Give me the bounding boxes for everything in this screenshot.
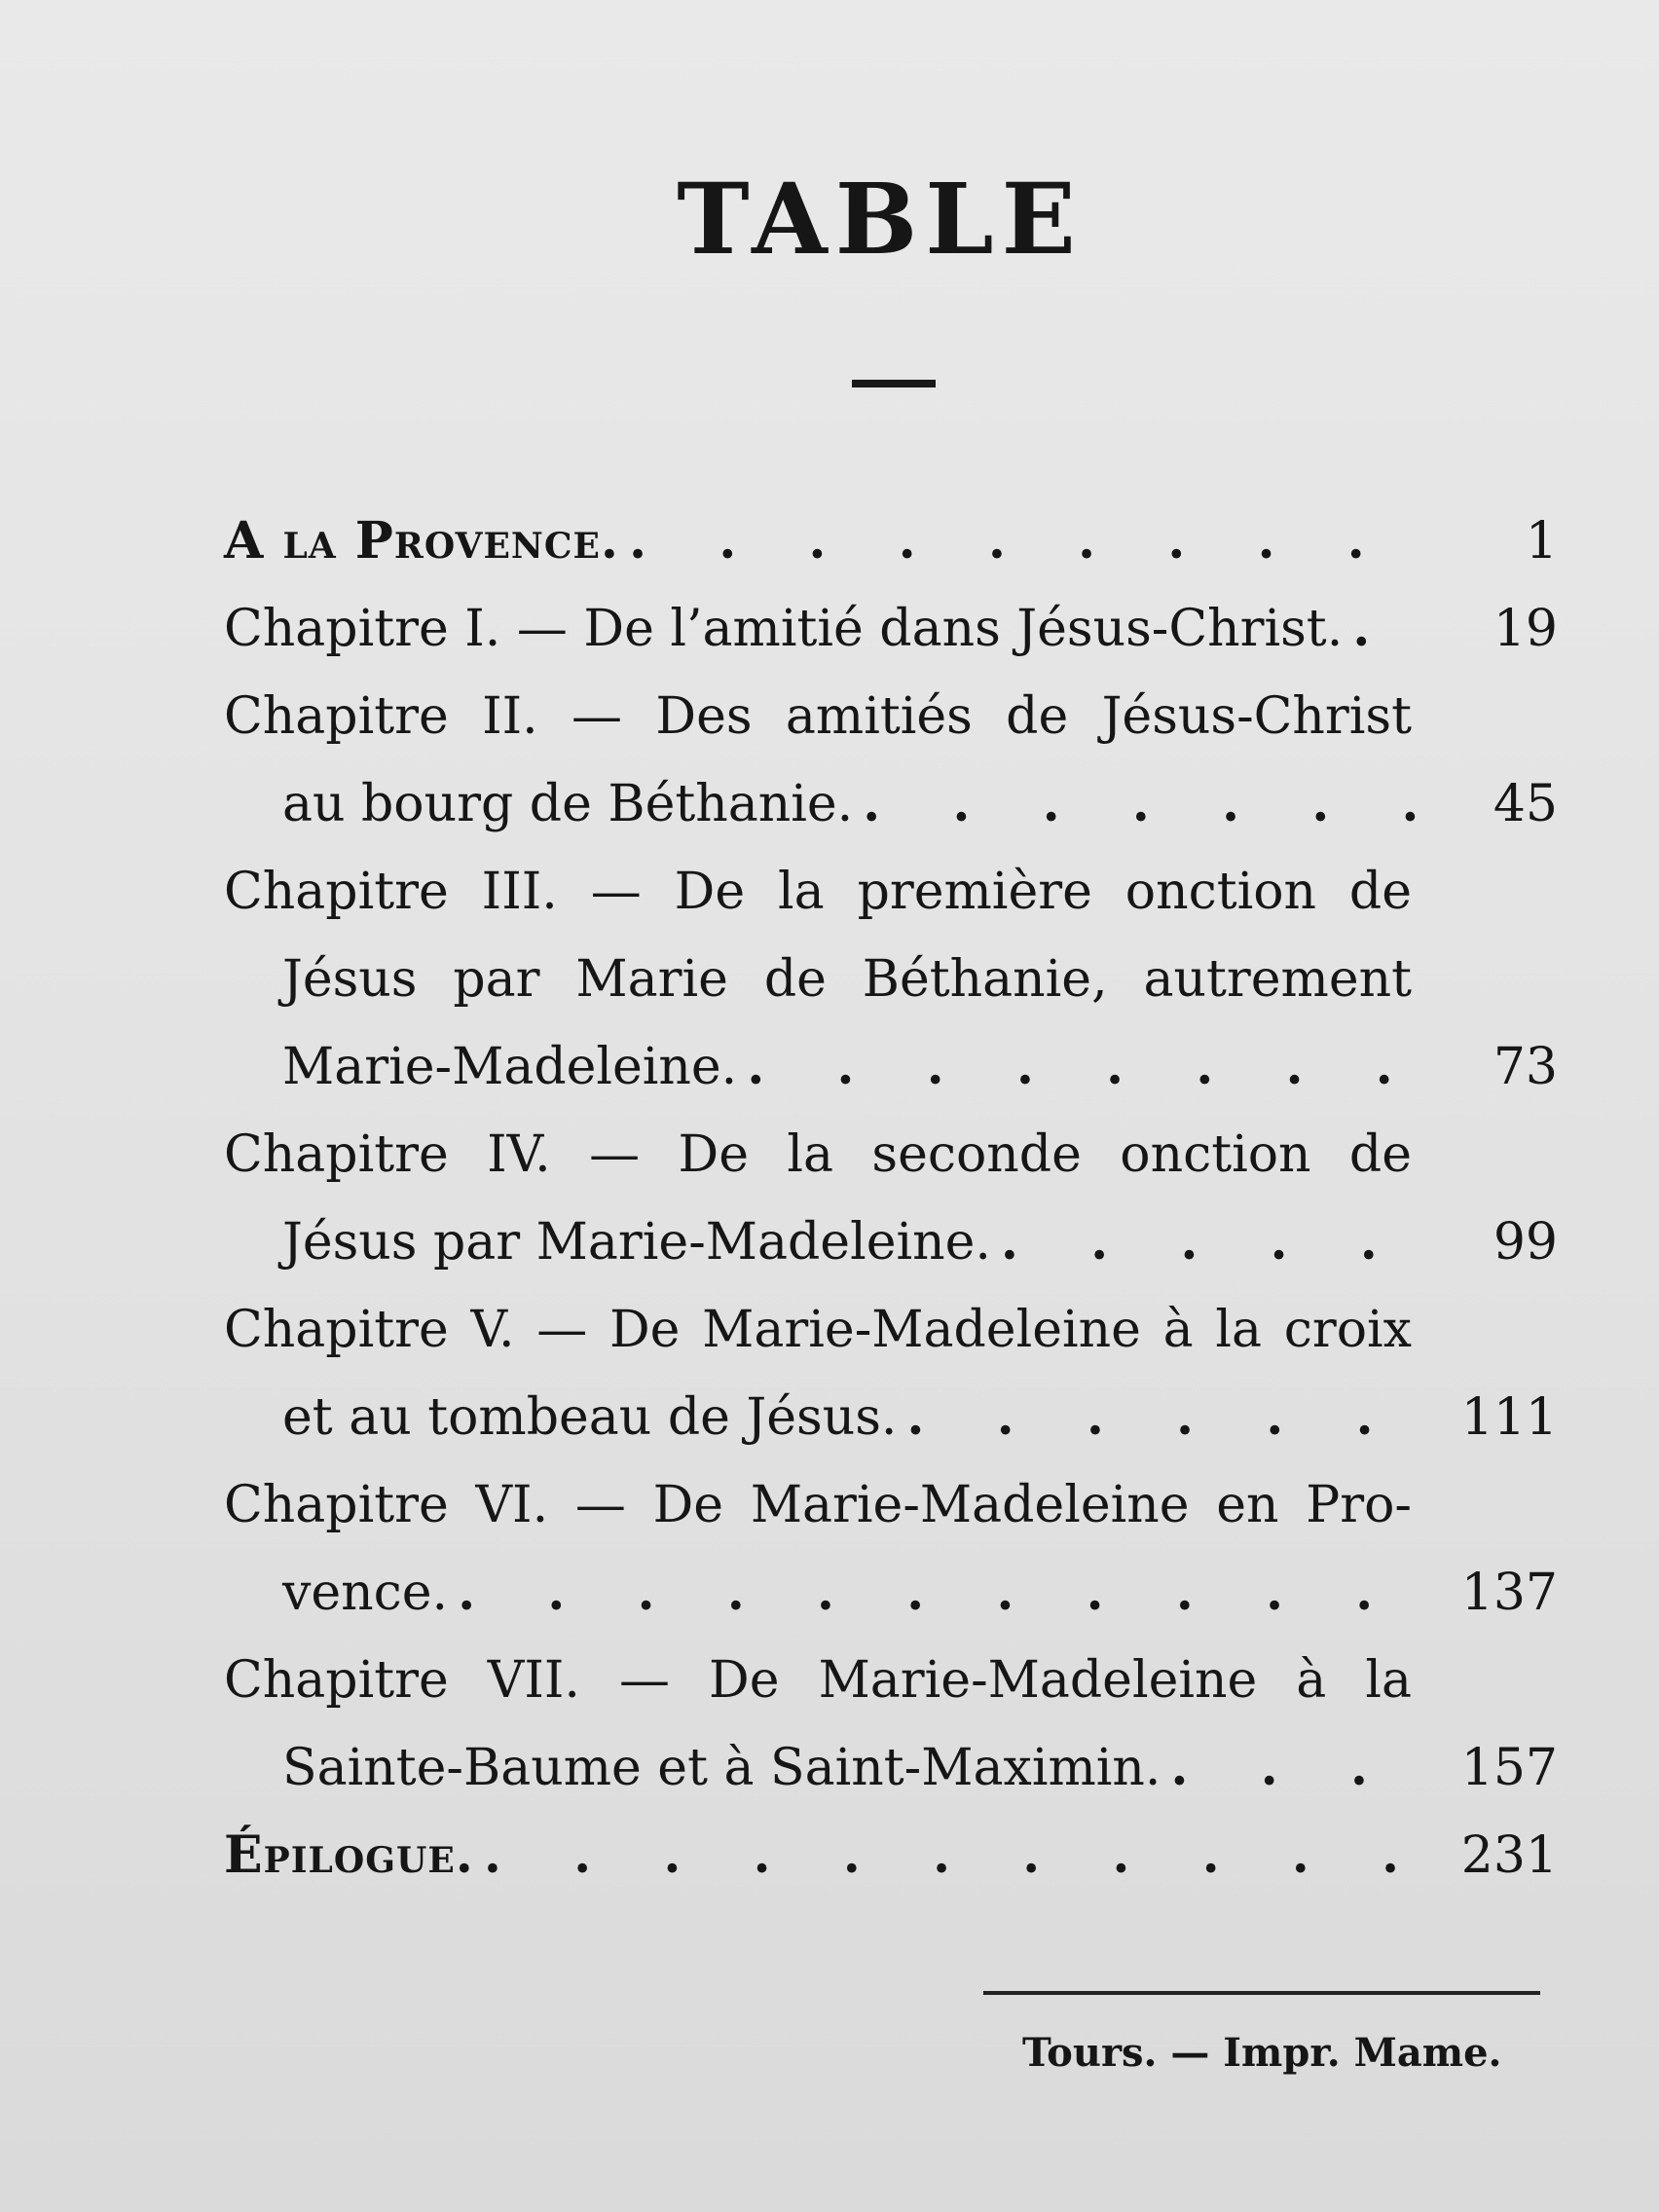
imprint-rule xyxy=(983,1991,1540,1995)
toc-entry-chapter-7 xyxy=(224,1636,1558,1811)
toc-page-number: 45 xyxy=(1493,775,1558,833)
toc-entry-title: Chapitre II. — Des amitiés de Jésus-Christ xyxy=(224,687,1412,746)
toc-entry-continuation: Jésus par Marie-Madeleine. xyxy=(282,1213,991,1272)
dot-leader xyxy=(458,1548,1441,1638)
toc-entry-continuation: vence. xyxy=(282,1564,449,1622)
title-rule xyxy=(852,380,936,387)
toc-entry-title: Chapitre IV. — De la seconde onction de xyxy=(224,1125,1412,1184)
toc-page-number: 111 xyxy=(1460,1388,1558,1447)
toc-entry-chapter-1 xyxy=(224,584,1558,672)
dot-leader xyxy=(906,1373,1441,1462)
page-title: TABLE xyxy=(677,162,1084,276)
toc-entry-continuation: Marie-Madeleine. xyxy=(282,1038,738,1096)
toc-page-number: 1 xyxy=(1525,512,1558,571)
toc-entry-title: Chapitre VI. — De Marie-Madeleine en Pro- xyxy=(224,1476,1412,1534)
toc-entry-title: A la Provence. xyxy=(224,511,620,571)
dot-leader xyxy=(1170,1723,1441,1813)
toc-entry-chapter-5 xyxy=(224,1285,1558,1460)
toc-entry-chapter-4 xyxy=(224,1110,1558,1285)
toc-page-number: 157 xyxy=(1460,1739,1558,1797)
dot-leader xyxy=(747,1022,1441,1112)
dot-leader xyxy=(1352,584,1441,674)
toc-entry-continuation: Sainte-Baume et à Saint-Maximin. xyxy=(282,1739,1161,1797)
toc-page-number: 73 xyxy=(1493,1038,1558,1096)
toc-entry-title: Chapitre VII. — De Marie-Madeleine à la xyxy=(224,1651,1412,1710)
toc-entry-epilogue xyxy=(224,1811,1558,1899)
toc-entry-chapter-6 xyxy=(224,1460,1558,1636)
toc-entry-chapter-3 xyxy=(224,847,1558,1110)
dot-leader xyxy=(1001,1198,1441,1287)
dot-leader xyxy=(484,1811,1441,1900)
dot-leader xyxy=(863,759,1441,849)
toc-entry-chapter-2 xyxy=(224,672,1558,847)
toc-page-number: 231 xyxy=(1460,1826,1558,1885)
toc-entry-title: Chapitre I. — De l’amitié dans Jésus-Christ. xyxy=(224,600,1344,658)
printer-imprint: Tours. — Impr. Mame. xyxy=(1022,2030,1502,2076)
table-of-contents xyxy=(224,497,1558,1899)
toc-page-number: 99 xyxy=(1493,1213,1558,1272)
toc-page-number: 137 xyxy=(1460,1564,1558,1622)
toc-entry-continuation: et au tombeau de Jésus. xyxy=(282,1388,898,1447)
toc-entry-provence xyxy=(224,497,1558,584)
toc-entry-title: Chapitre V. — De Marie-Madeleine à la croix xyxy=(224,1301,1412,1359)
toc-entry-title: Épilogue. xyxy=(224,1825,474,1885)
toc-entry-continuation: Jésus par Marie de Béthanie, autrement xyxy=(282,950,1412,1009)
toc-page-number: 19 xyxy=(1493,600,1558,658)
toc-entry-title: Chapitre III. — De la première onction de xyxy=(224,863,1412,921)
dot-leader xyxy=(629,497,1441,586)
toc-entry-continuation: au bourg de Béthanie. xyxy=(282,775,854,833)
